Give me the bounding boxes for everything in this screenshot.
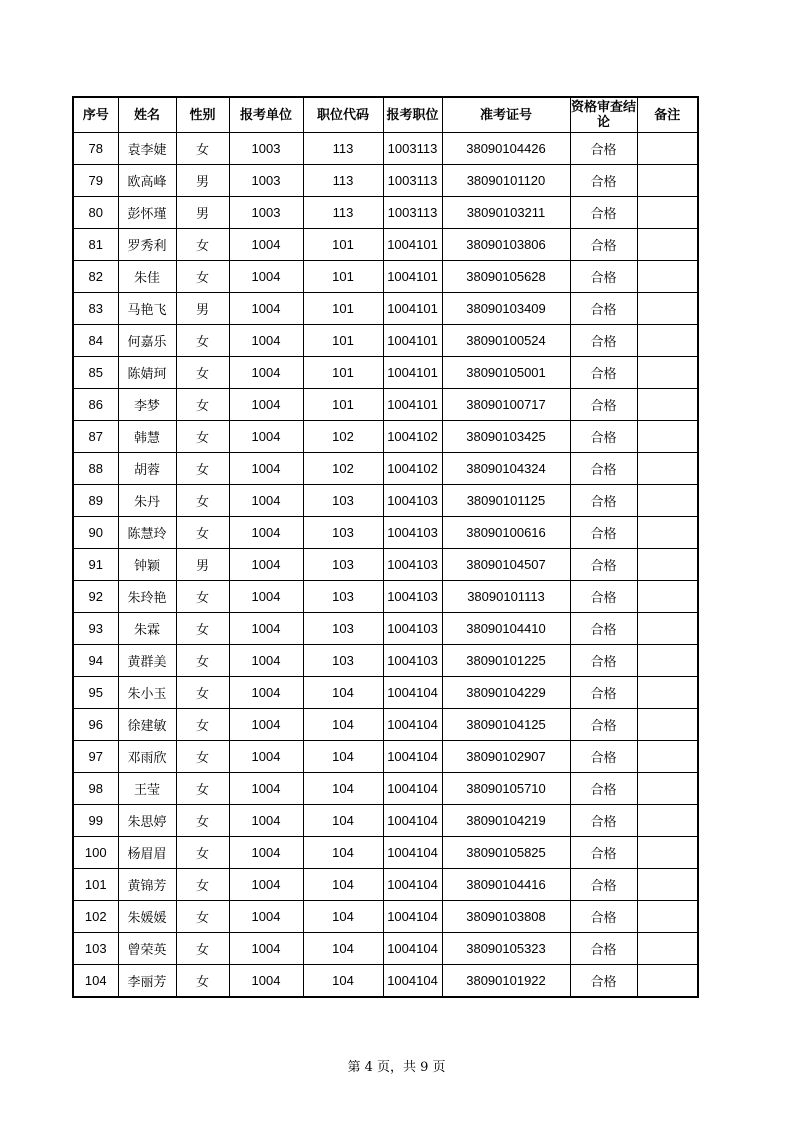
cell-name: 朱思婷 bbox=[118, 805, 176, 837]
cell-review: 合格 bbox=[570, 613, 637, 645]
cell-unit: 1004 bbox=[229, 293, 303, 325]
cell-post-code: 104 bbox=[303, 869, 383, 901]
cell-post: 1004103 bbox=[383, 517, 442, 549]
cell-remark bbox=[637, 485, 698, 517]
cell-gender: 女 bbox=[176, 645, 229, 677]
cell-post-code: 103 bbox=[303, 581, 383, 613]
cell-post-code: 101 bbox=[303, 357, 383, 389]
cell-post: 1004104 bbox=[383, 709, 442, 741]
cell-review: 合格 bbox=[570, 421, 637, 453]
cell-gender: 女 bbox=[176, 133, 229, 165]
cell-unit: 1004 bbox=[229, 773, 303, 805]
cell-post: 1003113 bbox=[383, 133, 442, 165]
header-ticket: 准考证号 bbox=[442, 97, 570, 133]
cell-review: 合格 bbox=[570, 965, 637, 998]
cell-seq: 103 bbox=[73, 933, 118, 965]
cell-unit: 1004 bbox=[229, 325, 303, 357]
cell-seq: 86 bbox=[73, 389, 118, 421]
cell-post: 1004101 bbox=[383, 261, 442, 293]
cell-gender: 女 bbox=[176, 389, 229, 421]
cell-post: 1004101 bbox=[383, 293, 442, 325]
cell-unit: 1004 bbox=[229, 709, 303, 741]
table-row bbox=[73, 325, 698, 357]
cell-name: 朱玲艳 bbox=[118, 581, 176, 613]
cell-gender: 男 bbox=[176, 165, 229, 197]
cell-post-code: 104 bbox=[303, 741, 383, 773]
cell-remark bbox=[637, 581, 698, 613]
cell-gender: 女 bbox=[176, 421, 229, 453]
cell-remark bbox=[637, 421, 698, 453]
table-row bbox=[73, 645, 698, 677]
cell-unit: 1004 bbox=[229, 645, 303, 677]
cell-unit: 1004 bbox=[229, 805, 303, 837]
cell-seq: 97 bbox=[73, 741, 118, 773]
cell-seq: 84 bbox=[73, 325, 118, 357]
cell-ticket: 38090103425 bbox=[442, 421, 570, 453]
cell-name: 徐建敏 bbox=[118, 709, 176, 741]
cell-remark bbox=[637, 613, 698, 645]
cell-seq: 104 bbox=[73, 965, 118, 998]
cell-ticket: 38090103409 bbox=[442, 293, 570, 325]
cell-post-code: 104 bbox=[303, 677, 383, 709]
cell-remark bbox=[637, 389, 698, 421]
cell-seq: 80 bbox=[73, 197, 118, 229]
cell-gender: 女 bbox=[176, 325, 229, 357]
cell-name: 马艳飞 bbox=[118, 293, 176, 325]
cell-ticket: 38090105001 bbox=[442, 357, 570, 389]
cell-seq: 99 bbox=[73, 805, 118, 837]
cell-review: 合格 bbox=[570, 901, 637, 933]
cell-gender: 女 bbox=[176, 965, 229, 998]
table-header bbox=[73, 97, 698, 133]
header-post-code: 职位代码 bbox=[303, 97, 383, 133]
cell-post: 1004101 bbox=[383, 229, 442, 261]
cell-post-code: 113 bbox=[303, 133, 383, 165]
cell-seq: 82 bbox=[73, 261, 118, 293]
cell-name: 陈慧玲 bbox=[118, 517, 176, 549]
table-row bbox=[73, 453, 698, 485]
cell-gender: 男 bbox=[176, 549, 229, 581]
cell-gender: 女 bbox=[176, 933, 229, 965]
cell-unit: 1004 bbox=[229, 837, 303, 869]
cell-post: 1004104 bbox=[383, 773, 442, 805]
table-row bbox=[73, 133, 698, 165]
cell-unit: 1004 bbox=[229, 581, 303, 613]
cell-review: 合格 bbox=[570, 325, 637, 357]
cell-seq: 87 bbox=[73, 421, 118, 453]
cell-review: 合格 bbox=[570, 645, 637, 677]
table-row bbox=[73, 741, 698, 773]
cell-name: 何嘉乐 bbox=[118, 325, 176, 357]
page-footer: 第 4 页，共 9 页 bbox=[347, 1060, 446, 1075]
cell-review: 合格 bbox=[570, 549, 637, 581]
cell-post: 1004104 bbox=[383, 805, 442, 837]
cell-remark bbox=[637, 549, 698, 581]
table-row bbox=[73, 933, 698, 965]
header-remark: 备注 bbox=[637, 97, 698, 133]
header-name: 姓名 bbox=[118, 97, 176, 133]
table-row bbox=[73, 293, 698, 325]
cell-name: 陈婧珂 bbox=[118, 357, 176, 389]
cell-ticket: 38090104426 bbox=[442, 133, 570, 165]
cell-remark bbox=[637, 165, 698, 197]
cell-review: 合格 bbox=[570, 581, 637, 613]
cell-ticket: 38090100524 bbox=[442, 325, 570, 357]
cell-post-code: 104 bbox=[303, 773, 383, 805]
cell-post: 1004103 bbox=[383, 549, 442, 581]
cell-ticket: 38090102907 bbox=[442, 741, 570, 773]
cell-seq: 79 bbox=[73, 165, 118, 197]
cell-post-code: 101 bbox=[303, 325, 383, 357]
cell-post: 1004103 bbox=[383, 581, 442, 613]
cell-name: 黄锦芳 bbox=[118, 869, 176, 901]
cell-unit: 1004 bbox=[229, 389, 303, 421]
cell-gender: 女 bbox=[176, 581, 229, 613]
cell-ticket: 38090101922 bbox=[442, 965, 570, 998]
cell-review: 合格 bbox=[570, 357, 637, 389]
cell-name: 曾荣英 bbox=[118, 933, 176, 965]
cell-post: 1004103 bbox=[383, 645, 442, 677]
cell-post-code: 101 bbox=[303, 389, 383, 421]
cell-name: 杨眉眉 bbox=[118, 837, 176, 869]
cell-ticket: 38090104416 bbox=[442, 869, 570, 901]
table-row bbox=[73, 165, 698, 197]
cell-unit: 1004 bbox=[229, 965, 303, 998]
cell-post: 1004102 bbox=[383, 421, 442, 453]
cell-gender: 女 bbox=[176, 485, 229, 517]
table-row bbox=[73, 549, 698, 581]
cell-unit: 1003 bbox=[229, 165, 303, 197]
cell-ticket: 38090105825 bbox=[442, 837, 570, 869]
table-row bbox=[73, 965, 698, 998]
table-row bbox=[73, 261, 698, 293]
cell-post: 1003113 bbox=[383, 197, 442, 229]
table-row bbox=[73, 901, 698, 933]
results-table bbox=[72, 96, 699, 998]
table-row bbox=[73, 773, 698, 805]
cell-remark bbox=[637, 741, 698, 773]
cell-post-code: 103 bbox=[303, 549, 383, 581]
cell-unit: 1003 bbox=[229, 197, 303, 229]
cell-ticket: 38090100616 bbox=[442, 517, 570, 549]
cell-remark bbox=[637, 229, 698, 261]
cell-gender: 女 bbox=[176, 741, 229, 773]
cell-post-code: 113 bbox=[303, 197, 383, 229]
cell-review: 合格 bbox=[570, 293, 637, 325]
cell-ticket: 38090104324 bbox=[442, 453, 570, 485]
cell-post: 1004104 bbox=[383, 901, 442, 933]
cell-seq: 100 bbox=[73, 837, 118, 869]
cell-post-code: 104 bbox=[303, 965, 383, 998]
cell-gender: 女 bbox=[176, 837, 229, 869]
cell-remark bbox=[637, 357, 698, 389]
cell-remark bbox=[637, 901, 698, 933]
cell-gender: 女 bbox=[176, 357, 229, 389]
cell-name: 朱媛媛 bbox=[118, 901, 176, 933]
cell-review: 合格 bbox=[570, 197, 637, 229]
cell-review: 合格 bbox=[570, 261, 637, 293]
cell-remark bbox=[637, 677, 698, 709]
cell-unit: 1004 bbox=[229, 421, 303, 453]
cell-ticket: 38090104410 bbox=[442, 613, 570, 645]
cell-name: 李梦 bbox=[118, 389, 176, 421]
cell-ticket: 38090101120 bbox=[442, 165, 570, 197]
cell-gender: 女 bbox=[176, 869, 229, 901]
cell-post: 1003113 bbox=[383, 165, 442, 197]
table-row bbox=[73, 517, 698, 549]
cell-seq: 101 bbox=[73, 869, 118, 901]
cell-name: 罗秀利 bbox=[118, 229, 176, 261]
cell-post-code: 103 bbox=[303, 517, 383, 549]
cell-unit: 1004 bbox=[229, 933, 303, 965]
cell-ticket: 38090104219 bbox=[442, 805, 570, 837]
cell-ticket: 38090105710 bbox=[442, 773, 570, 805]
cell-gender: 女 bbox=[176, 709, 229, 741]
cell-ticket: 38090103808 bbox=[442, 901, 570, 933]
cell-remark bbox=[637, 325, 698, 357]
cell-remark bbox=[637, 517, 698, 549]
cell-review: 合格 bbox=[570, 741, 637, 773]
cell-post-code: 104 bbox=[303, 901, 383, 933]
cell-post-code: 104 bbox=[303, 837, 383, 869]
cell-review: 合格 bbox=[570, 933, 637, 965]
cell-seq: 94 bbox=[73, 645, 118, 677]
cell-remark bbox=[637, 805, 698, 837]
header-post: 报考职位 bbox=[383, 97, 442, 133]
cell-name: 朱丹 bbox=[118, 485, 176, 517]
cell-unit: 1004 bbox=[229, 229, 303, 261]
cell-remark bbox=[637, 773, 698, 805]
cell-seq: 83 bbox=[73, 293, 118, 325]
cell-seq: 98 bbox=[73, 773, 118, 805]
cell-review: 合格 bbox=[570, 165, 637, 197]
cell-unit: 1004 bbox=[229, 517, 303, 549]
cell-name: 袁李婕 bbox=[118, 133, 176, 165]
cell-post-code: 102 bbox=[303, 421, 383, 453]
cell-ticket: 38090101125 bbox=[442, 485, 570, 517]
cell-unit: 1003 bbox=[229, 133, 303, 165]
cell-remark bbox=[637, 133, 698, 165]
cell-post: 1004104 bbox=[383, 741, 442, 773]
table-row bbox=[73, 357, 698, 389]
cell-review: 合格 bbox=[570, 709, 637, 741]
cell-unit: 1004 bbox=[229, 485, 303, 517]
cell-name: 邓雨欣 bbox=[118, 741, 176, 773]
cell-gender: 男 bbox=[176, 293, 229, 325]
cell-gender: 女 bbox=[176, 773, 229, 805]
cell-remark bbox=[637, 965, 698, 998]
cell-seq: 96 bbox=[73, 709, 118, 741]
cell-unit: 1004 bbox=[229, 261, 303, 293]
cell-post: 1004102 bbox=[383, 453, 442, 485]
cell-post-code: 101 bbox=[303, 229, 383, 261]
cell-ticket: 38090104507 bbox=[442, 549, 570, 581]
cell-name: 欧高峰 bbox=[118, 165, 176, 197]
table-row bbox=[73, 421, 698, 453]
cell-seq: 88 bbox=[73, 453, 118, 485]
cell-remark bbox=[637, 645, 698, 677]
cell-post: 1004104 bbox=[383, 965, 442, 998]
cell-seq: 90 bbox=[73, 517, 118, 549]
table-row bbox=[73, 581, 698, 613]
cell-unit: 1004 bbox=[229, 549, 303, 581]
cell-post: 1004104 bbox=[383, 933, 442, 965]
cell-name: 韩慧 bbox=[118, 421, 176, 453]
cell-remark bbox=[637, 837, 698, 869]
header-row bbox=[73, 97, 698, 133]
cell-post-code: 103 bbox=[303, 485, 383, 517]
header-gender: 性别 bbox=[176, 97, 229, 133]
cell-unit: 1004 bbox=[229, 357, 303, 389]
cell-remark bbox=[637, 261, 698, 293]
cell-remark bbox=[637, 453, 698, 485]
cell-name: 钟颖 bbox=[118, 549, 176, 581]
header-seq: 序号 bbox=[73, 97, 118, 133]
cell-post-code: 104 bbox=[303, 709, 383, 741]
cell-name: 胡蓉 bbox=[118, 453, 176, 485]
cell-gender: 女 bbox=[176, 229, 229, 261]
cell-post: 1004104 bbox=[383, 677, 442, 709]
cell-name: 王莹 bbox=[118, 773, 176, 805]
cell-post: 1004103 bbox=[383, 485, 442, 517]
cell-review: 合格 bbox=[570, 453, 637, 485]
cell-name: 朱小玉 bbox=[118, 677, 176, 709]
cell-ticket: 38090101225 bbox=[442, 645, 570, 677]
cell-seq: 102 bbox=[73, 901, 118, 933]
cell-seq: 85 bbox=[73, 357, 118, 389]
cell-remark bbox=[637, 293, 698, 325]
cell-seq: 93 bbox=[73, 613, 118, 645]
cell-unit: 1004 bbox=[229, 613, 303, 645]
cell-ticket: 38090101113 bbox=[442, 581, 570, 613]
cell-ticket: 38090103211 bbox=[442, 197, 570, 229]
cell-name: 李丽芳 bbox=[118, 965, 176, 998]
header-unit: 报考单位 bbox=[229, 97, 303, 133]
cell-gender: 女 bbox=[176, 901, 229, 933]
cell-seq: 92 bbox=[73, 581, 118, 613]
header-review: 资格审查结论 bbox=[570, 97, 637, 133]
cell-review: 合格 bbox=[570, 229, 637, 261]
table-row bbox=[73, 197, 698, 229]
cell-unit: 1004 bbox=[229, 741, 303, 773]
cell-ticket: 38090105628 bbox=[442, 261, 570, 293]
table-row bbox=[73, 677, 698, 709]
cell-post: 1004101 bbox=[383, 325, 442, 357]
cell-post: 1004101 bbox=[383, 389, 442, 421]
cell-unit: 1004 bbox=[229, 869, 303, 901]
cell-ticket: 38090103806 bbox=[442, 229, 570, 261]
cell-gender: 女 bbox=[176, 677, 229, 709]
cell-review: 合格 bbox=[570, 133, 637, 165]
cell-gender: 女 bbox=[176, 805, 229, 837]
cell-review: 合格 bbox=[570, 773, 637, 805]
cell-review: 合格 bbox=[570, 677, 637, 709]
cell-post-code: 103 bbox=[303, 645, 383, 677]
cell-name: 彭怀瑾 bbox=[118, 197, 176, 229]
cell-name: 朱佳 bbox=[118, 261, 176, 293]
cell-seq: 91 bbox=[73, 549, 118, 581]
cell-unit: 1004 bbox=[229, 677, 303, 709]
cell-post: 1004103 bbox=[383, 613, 442, 645]
cell-unit: 1004 bbox=[229, 901, 303, 933]
table-row bbox=[73, 229, 698, 261]
cell-review: 合格 bbox=[570, 805, 637, 837]
cell-post: 1004104 bbox=[383, 869, 442, 901]
cell-post-code: 102 bbox=[303, 453, 383, 485]
cell-post-code: 101 bbox=[303, 261, 383, 293]
cell-seq: 78 bbox=[73, 133, 118, 165]
cell-post-code: 104 bbox=[303, 933, 383, 965]
cell-post-code: 101 bbox=[303, 293, 383, 325]
table-row bbox=[73, 869, 698, 901]
cell-post-code: 104 bbox=[303, 805, 383, 837]
cell-seq: 81 bbox=[73, 229, 118, 261]
cell-ticket: 38090105323 bbox=[442, 933, 570, 965]
cell-gender: 女 bbox=[176, 261, 229, 293]
cell-unit: 1004 bbox=[229, 453, 303, 485]
table-row bbox=[73, 805, 698, 837]
cell-post: 1004101 bbox=[383, 357, 442, 389]
cell-gender: 女 bbox=[176, 613, 229, 645]
cell-review: 合格 bbox=[570, 837, 637, 869]
table-row bbox=[73, 389, 698, 421]
cell-ticket: 38090100717 bbox=[442, 389, 570, 421]
cell-post-code: 103 bbox=[303, 613, 383, 645]
cell-gender: 女 bbox=[176, 453, 229, 485]
cell-name: 黄群美 bbox=[118, 645, 176, 677]
cell-remark bbox=[637, 709, 698, 741]
cell-name: 朱霖 bbox=[118, 613, 176, 645]
table-body bbox=[73, 133, 698, 998]
cell-ticket: 38090104125 bbox=[442, 709, 570, 741]
cell-review: 合格 bbox=[570, 485, 637, 517]
cell-seq: 89 bbox=[73, 485, 118, 517]
table-row bbox=[73, 485, 698, 517]
cell-gender: 男 bbox=[176, 197, 229, 229]
cell-review: 合格 bbox=[570, 517, 637, 549]
cell-post: 1004104 bbox=[383, 837, 442, 869]
cell-seq: 95 bbox=[73, 677, 118, 709]
cell-remark bbox=[637, 197, 698, 229]
cell-review: 合格 bbox=[570, 869, 637, 901]
cell-remark bbox=[637, 933, 698, 965]
table-row bbox=[73, 613, 698, 645]
cell-gender: 女 bbox=[176, 517, 229, 549]
cell-review: 合格 bbox=[570, 389, 637, 421]
table-row bbox=[73, 709, 698, 741]
cell-remark bbox=[637, 869, 698, 901]
cell-post-code: 113 bbox=[303, 165, 383, 197]
cell-ticket: 38090104229 bbox=[442, 677, 570, 709]
table-row bbox=[73, 837, 698, 869]
